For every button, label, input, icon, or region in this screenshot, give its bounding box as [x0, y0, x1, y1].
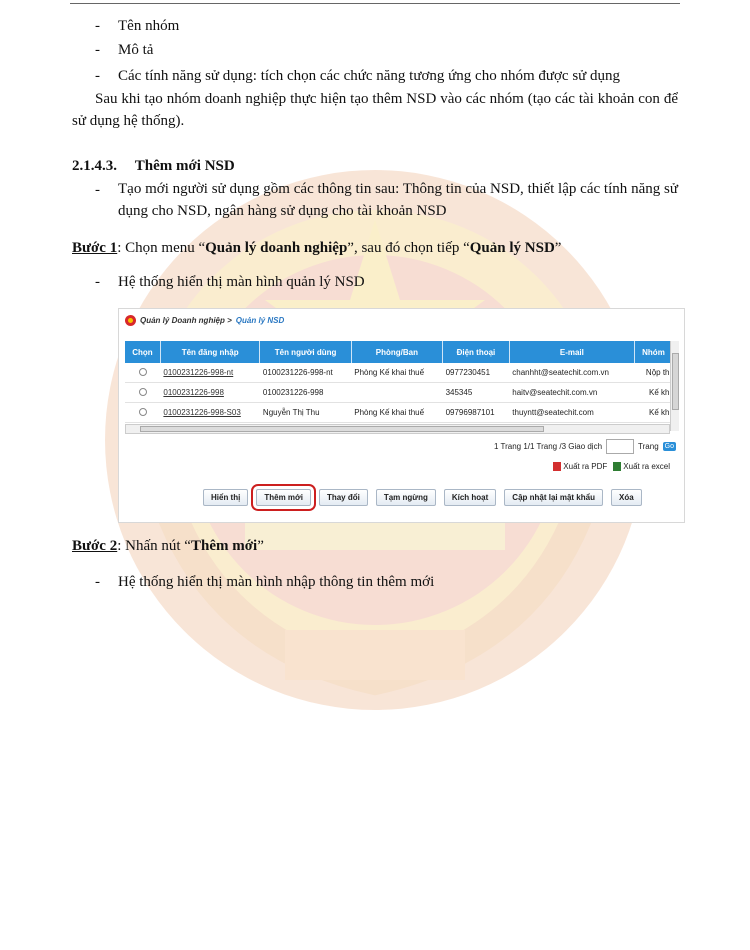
- step1-text-mid: ”, sau đó chọn tiếp “: [347, 240, 470, 256]
- col-group: Nhóm: [634, 341, 672, 363]
- cell-group: Nộp th: [634, 363, 672, 383]
- table-row: [125, 403, 673, 423]
- section-number: 2.1.4.3.: [72, 158, 117, 174]
- cell-fullname: Nguyễn Thị Thu: [260, 403, 351, 423]
- bullet-features: Các tính năng sử dụng: tích chọn các chức năng tương ứng cho nhóm được sử dụng: [118, 68, 621, 84]
- step2-text-post: ”: [257, 538, 264, 554]
- bullet-dash: -: [95, 18, 100, 34]
- cell-username[interactable]: 0100231226-998-S03: [160, 403, 260, 423]
- cell-email: chanhht@seatechit.com.vn: [509, 363, 634, 383]
- export-excel-link[interactable]: [613, 462, 670, 471]
- cell-phone: 09796987101: [443, 403, 510, 423]
- cell-email: thuyntt@seatechit.com: [509, 403, 634, 423]
- cell-fullname: 0100231226-998: [260, 383, 351, 403]
- bullet-dash: -: [95, 42, 100, 58]
- vertical-scroll-thumb[interactable]: [672, 353, 679, 410]
- step1-line: [72, 238, 561, 258]
- bullet-dash: -: [95, 274, 100, 290]
- table-row: [125, 363, 673, 383]
- activate-button[interactable]: Kích hoạt: [444, 489, 496, 506]
- action-buttons: [203, 489, 642, 506]
- breadcrumb-current[interactable]: Quản lý NSD: [235, 315, 285, 325]
- row-radio[interactable]: [139, 408, 147, 416]
- section-title: Thêm mới NSD: [134, 158, 235, 174]
- cell-department: Phòng Kế khai thuế: [351, 403, 442, 423]
- go-button[interactable]: Go: [664, 443, 674, 450]
- cell-department: Phòng Kế khai thuế: [351, 363, 442, 383]
- col-select: Chọn: [125, 341, 160, 363]
- bullet-dash: -: [95, 68, 100, 84]
- paragraph-intro: Sau khi tạo nhóm doanh nghiệp thực hiện tạo thêm NSD vào các nhóm (tạo các tài khoản con để sử dụng hệ thống).: [72, 91, 678, 129]
- suspend-button[interactable]: Tạm ngừng: [376, 489, 436, 506]
- bullet-display-manage: Hệ thống hiển thị màn hình quản lý NSD: [118, 274, 365, 290]
- cell-email: haitv@seatechit.com.vn: [509, 383, 634, 403]
- horizontal-scrollbar[interactable]: [125, 424, 670, 434]
- pager-label: Trang: [638, 442, 659, 451]
- export-excel-label: Xuất ra excel: [623, 462, 670, 471]
- delete-button[interactable]: Xóa: [611, 489, 642, 506]
- bullet-dash: -: [95, 574, 100, 590]
- col-phone: Điện thoại: [443, 341, 510, 363]
- reset-password-button[interactable]: Cập nhật lại mật khẩu: [504, 489, 603, 506]
- breadcrumb-root[interactable]: Quản lý Doanh nghiệp >: [140, 315, 232, 325]
- vertical-scrollbar[interactable]: [670, 341, 679, 431]
- pdf-icon: [553, 462, 561, 471]
- cell-fullname: 0100231226-998-nt: [260, 363, 351, 383]
- cell-phone: 345345: [443, 383, 510, 403]
- page-input[interactable]: [606, 439, 634, 454]
- step1-menu1: Quản lý doanh nghiệp: [205, 240, 348, 256]
- export-links: [553, 462, 670, 471]
- step1-text-pre: : Chọn menu “: [117, 240, 206, 256]
- pager-info: 1 Trang 1/1 Trang /3 Giao dịch: [493, 442, 603, 451]
- breadcrumb: [125, 313, 284, 327]
- step1-label: Bước 1: [72, 240, 118, 256]
- cell-group: Kế kh: [634, 383, 672, 403]
- export-pdf-label: Xuất ra PDF: [563, 462, 608, 471]
- user-table: [125, 341, 673, 423]
- row-radio[interactable]: [139, 388, 147, 396]
- table-row: [125, 383, 673, 403]
- step1-text-post: ”: [554, 240, 562, 256]
- horizontal-scroll-thumb[interactable]: [140, 426, 544, 432]
- col-username: Tên đăng nhập: [160, 341, 260, 363]
- bullet-create-user: Tạo mới người sử dụng gồm các thông tin sau: Thông tin của NSD, thiết lập các tính năng sử dụng cho NSD, ngân hàng sử dụng cho tài khoản NSD: [118, 181, 678, 219]
- step2-text-pre: : Nhấn nút “: [117, 538, 191, 554]
- bullet-description: Mô tả: [118, 42, 154, 58]
- pager: [494, 439, 676, 454]
- row-radio[interactable]: [139, 368, 147, 376]
- screenshot-user-management: [118, 308, 685, 523]
- bullet-group-name: Tên nhóm: [118, 18, 180, 34]
- step2-line: [72, 536, 264, 556]
- cell-department: [351, 383, 442, 403]
- col-department: Phòng/Ban: [351, 341, 442, 363]
- bullet-dash: -: [95, 182, 100, 198]
- cell-phone: 0977230451: [443, 363, 510, 383]
- bullet-display-add: Hệ thống hiển thị màn hình nhập thông tin thêm mới: [118, 574, 435, 590]
- show-button[interactable]: Hiển thị: [203, 489, 248, 506]
- col-fullname: Tên người dùng: [260, 341, 351, 363]
- cell-group: Kế kh: [634, 403, 672, 423]
- emblem-icon: [125, 315, 136, 326]
- export-pdf-link[interactable]: [553, 462, 607, 471]
- table-header-row: [125, 341, 673, 363]
- section-heading: [72, 156, 235, 176]
- step2-button: Thêm mới: [190, 538, 258, 554]
- add-new-button[interactable]: Thêm mới: [256, 489, 311, 506]
- step2-label: Bước 2: [72, 538, 118, 554]
- excel-icon: [613, 462, 621, 471]
- cell-username[interactable]: 0100231226-998-nt: [160, 363, 260, 383]
- edit-button[interactable]: Thay đổi: [319, 489, 368, 506]
- col-email: E-mail: [509, 341, 634, 363]
- cell-username[interactable]: 0100231226-998: [160, 383, 260, 403]
- step1-menu2: Quản lý NSD: [469, 240, 555, 256]
